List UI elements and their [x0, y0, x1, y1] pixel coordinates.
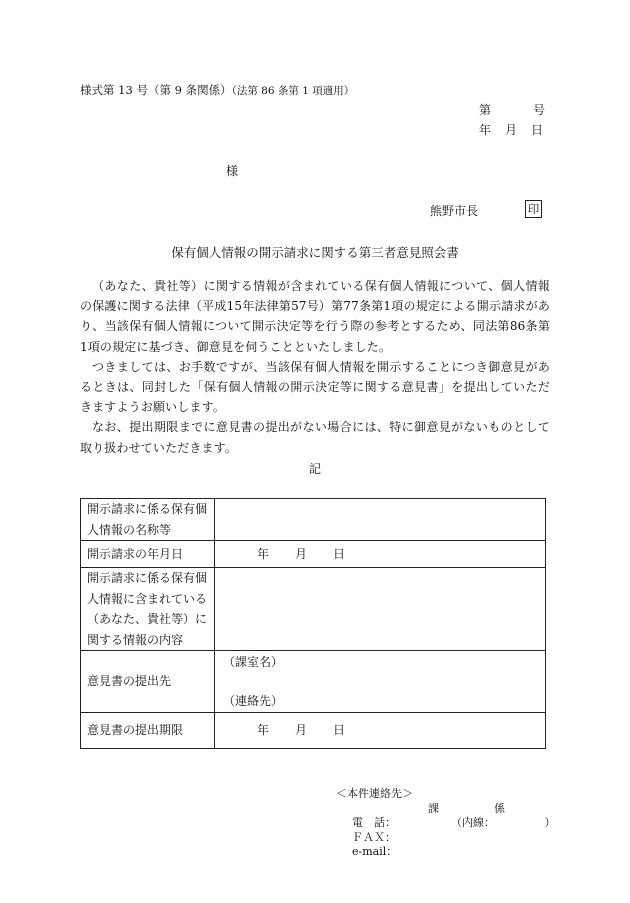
label-info-content: 開示請求に係る保有個人情報に含まれている（あなた、貴社等）に関する情報の内容 — [81, 568, 215, 651]
number-label-go: 号 — [533, 103, 546, 117]
deadline-year-label: 年 — [257, 723, 270, 738]
deadline-month-label: 月 — [295, 723, 308, 738]
table-row-submit-to — [81, 651, 546, 713]
contact-section: 課 係 — [428, 801, 505, 815]
request-year-label: 年 — [257, 546, 270, 561]
label-info-name: 開示請求に係る保有個人情報の名称等 — [81, 499, 215, 541]
value-info-name — [215, 499, 546, 541]
number-label-dai: 第 — [479, 103, 492, 117]
value-submit-to — [215, 651, 546, 713]
document-title: 保有個人情報の開示請求に関する第三者意見照会書 — [171, 245, 459, 260]
request-month-label: 月 — [295, 546, 308, 561]
value-deadline — [215, 713, 546, 749]
request-day-label: 日 — [333, 546, 346, 561]
form-number: 様式第 13 号（第 9 条関係） — [80, 83, 232, 97]
form-number-line — [80, 82, 354, 98]
issue-date-line — [479, 121, 543, 138]
contact-fax: ＦＡＸ： — [352, 830, 396, 844]
table-row-info-content — [81, 568, 546, 651]
body-paragraph-3: なお、提出期限までに意見書の提出がない場合には、特に御意見がないものとして取り扱わせていただきます。 — [80, 420, 550, 455]
label-deadline: 意見書の提出期限 — [81, 713, 215, 749]
date-year-label: 年 — [479, 123, 492, 137]
submit-to-contact: （連絡先） — [223, 693, 284, 708]
document-number-line — [479, 101, 545, 118]
label-request-date: 開示請求の年月日 — [81, 541, 215, 568]
table-row-info-name — [81, 499, 546, 541]
body-paragraph-1: （あなた、貴社等）に関する情報が含まれている保有個人情報について、個人情報の保護に関する法律（平成15年法律第57号）第77条第1項の規定による開示請求があり、当該保有個人情報について開示決定等を行う際の参考とするため、同法第86条第1項の規定に基づき、御意見を伺うことといたしました。 — [80, 279, 550, 354]
date-month-label: 月 — [505, 123, 518, 137]
law-applied: （法第 86 条第 1 項適用） — [231, 85, 355, 97]
addressee-sama: 様 — [226, 164, 239, 178]
deadline-day-label: 日 — [333, 723, 346, 738]
ki-heading: 記 — [308, 462, 321, 476]
table-row-request-date — [81, 541, 546, 568]
seal-box: 印 — [525, 200, 542, 218]
contact-email: e-mail： — [352, 845, 398, 858]
value-request-date — [215, 541, 546, 568]
inquiry-table — [80, 498, 546, 749]
date-day-label: 日 — [531, 123, 544, 137]
value-info-content — [215, 568, 546, 651]
submit-to-dept: （課室名） — [223, 655, 284, 669]
table-row-deadline — [81, 713, 546, 749]
contact-phone: 電 話： （内線： ） — [352, 816, 556, 829]
contact-block — [336, 787, 556, 860]
sender-name: 熊野市長 — [430, 204, 479, 218]
body-text — [80, 276, 550, 458]
body-paragraph-2: つきましては、お手数ですが、当該保有個人情報を開示することにつき御意見があるときは、同封した「保有個人情報の開示決定等に関する意見書」を提出していただきますようお願いします。 — [80, 359, 550, 415]
contact-title: ＜本件連絡先＞ — [336, 787, 413, 800]
label-submit-to: 意見書の提出先 — [81, 651, 215, 713]
